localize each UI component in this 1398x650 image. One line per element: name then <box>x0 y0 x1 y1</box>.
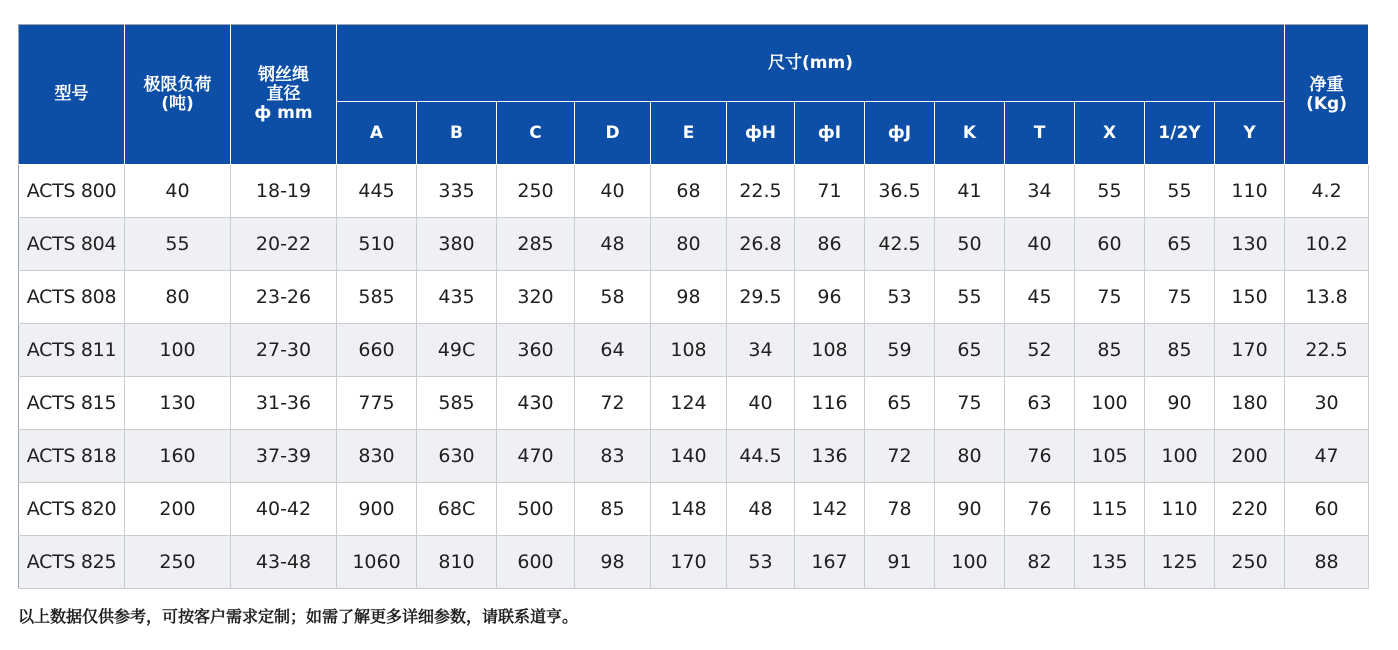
table-cell: 58 <box>575 271 651 324</box>
table-cell: 100 <box>125 324 231 377</box>
model-cell: ACTS 820 <box>19 483 125 536</box>
header-row-main <box>19 25 1369 102</box>
table-cell: 585 <box>337 271 417 324</box>
table-cell: 88 <box>1285 536 1369 589</box>
table-cell: 180 <box>1215 377 1285 430</box>
table-cell: 29.5 <box>727 271 795 324</box>
table-cell: 30 <box>1285 377 1369 430</box>
table-cell: 36.5 <box>865 165 935 218</box>
header-rope-line2: 直径 <box>266 84 301 104</box>
table-cell: 60 <box>1075 218 1145 271</box>
table-cell: 142 <box>795 483 865 536</box>
table-cell: 75 <box>1145 271 1215 324</box>
table-cell: 1060 <box>337 536 417 589</box>
table-cell: 510 <box>337 218 417 271</box>
table-cell: 250 <box>497 165 575 218</box>
table-cell: 55 <box>1075 165 1145 218</box>
table-cell: 160 <box>125 430 231 483</box>
table-cell: 167 <box>795 536 865 589</box>
table-cell: 18-19 <box>231 165 337 218</box>
table-cell: 52 <box>1005 324 1075 377</box>
table-cell: 53 <box>865 271 935 324</box>
table-cell: 65 <box>935 324 1005 377</box>
table-cell: 65 <box>865 377 935 430</box>
table-cell: 108 <box>651 324 727 377</box>
table-cell: 44.5 <box>727 430 795 483</box>
table-cell: 71 <box>795 165 865 218</box>
table-cell: 42.5 <box>865 218 935 271</box>
table-cell: 470 <box>497 430 575 483</box>
table-cell: 200 <box>125 483 231 536</box>
table-cell: 4.2 <box>1285 165 1369 218</box>
table-cell: 100 <box>1145 430 1215 483</box>
table-cell: 600 <box>497 536 575 589</box>
header-dim-column: 1/2Y <box>1145 102 1215 165</box>
table-cell: 445 <box>337 165 417 218</box>
header-rope-line3: ф mm <box>254 103 313 123</box>
header-dim-column: D <box>575 102 651 165</box>
table-cell: 40 <box>575 165 651 218</box>
header-load-line2: (吨) <box>161 93 194 114</box>
table-cell: 85 <box>1145 324 1215 377</box>
table-cell: 40 <box>125 165 231 218</box>
table-cell: 148 <box>651 483 727 536</box>
table-cell: 140 <box>651 430 727 483</box>
table-cell: 110 <box>1145 483 1215 536</box>
table-cell: 76 <box>1005 483 1075 536</box>
table-cell: 43-48 <box>231 536 337 589</box>
table-cell: 810 <box>417 536 497 589</box>
table-cell: 45 <box>1005 271 1075 324</box>
table-row <box>19 165 1369 218</box>
table-body <box>19 165 1369 589</box>
table-cell: 105 <box>1075 430 1145 483</box>
model-cell: ACTS 811 <box>19 324 125 377</box>
table-cell: 130 <box>1215 218 1285 271</box>
table-cell: 60 <box>1285 483 1369 536</box>
header-model: 型号 <box>19 25 125 165</box>
table-row <box>19 218 1369 271</box>
header-dim-column: B <box>417 102 497 165</box>
table-cell: 82 <box>1005 536 1075 589</box>
model-cell: ACTS 804 <box>19 218 125 271</box>
table-cell: 40 <box>1005 218 1075 271</box>
table-cell: 75 <box>935 377 1005 430</box>
table-cell: 170 <box>1215 324 1285 377</box>
table-row <box>19 483 1369 536</box>
table-cell: 250 <box>1215 536 1285 589</box>
table-cell: 37-39 <box>231 430 337 483</box>
table-cell: 200 <box>1215 430 1285 483</box>
header-load-line1: 极限负荷 <box>143 74 212 95</box>
table-cell: 98 <box>651 271 727 324</box>
table-cell: 83 <box>575 430 651 483</box>
table-cell: 72 <box>575 377 651 430</box>
header-load <box>125 25 231 165</box>
table-cell: 72 <box>865 430 935 483</box>
table-cell: 53 <box>727 536 795 589</box>
table-cell: 335 <box>417 165 497 218</box>
table-cell: 34 <box>1005 165 1075 218</box>
table-cell: 49C <box>417 324 497 377</box>
header-dim-column: фJ <box>865 102 935 165</box>
table-cell: 775 <box>337 377 417 430</box>
table-cell: 31-36 <box>231 377 337 430</box>
header-dim-column: C <box>497 102 575 165</box>
table-cell: 85 <box>575 483 651 536</box>
table-cell: 96 <box>795 271 865 324</box>
table-cell: 23-26 <box>231 271 337 324</box>
table-cell: 150 <box>1215 271 1285 324</box>
table-cell: 320 <box>497 271 575 324</box>
table-cell: 135 <box>1075 536 1145 589</box>
table-cell: 98 <box>575 536 651 589</box>
table-cell: 91 <box>865 536 935 589</box>
table-cell: 380 <box>417 218 497 271</box>
table-row <box>19 377 1369 430</box>
table-cell: 90 <box>1145 377 1215 430</box>
header-rope-diameter <box>231 25 337 165</box>
table-cell: 360 <box>497 324 575 377</box>
header-dim-column: фI <box>795 102 865 165</box>
table-cell: 75 <box>1075 271 1145 324</box>
header-dim-column: X <box>1075 102 1145 165</box>
header-rope-line1: 钢丝绳 <box>258 65 309 85</box>
table-cell: 26.8 <box>727 218 795 271</box>
spec-table <box>18 24 1369 589</box>
header-dim-column: A <box>337 102 417 165</box>
model-cell: ACTS 808 <box>19 271 125 324</box>
header-dim-column: E <box>651 102 727 165</box>
table-cell: 170 <box>651 536 727 589</box>
table-cell: 76 <box>1005 430 1075 483</box>
header-dim-column: фH <box>727 102 795 165</box>
header-weight-line1: 净重 <box>1309 74 1344 95</box>
table-cell: 78 <box>865 483 935 536</box>
table-cell: 115 <box>1075 483 1145 536</box>
table-cell: 50 <box>935 218 1005 271</box>
table-cell: 27-30 <box>231 324 337 377</box>
table-cell: 68C <box>417 483 497 536</box>
header-weight-line2: (Kg) <box>1306 93 1347 114</box>
table-cell: 136 <box>795 430 865 483</box>
table-cell: 100 <box>1075 377 1145 430</box>
header-dim-column: Y <box>1215 102 1285 165</box>
table-cell: 34 <box>727 324 795 377</box>
table-cell: 125 <box>1145 536 1215 589</box>
table-cell: 40-42 <box>231 483 337 536</box>
table-cell: 22.5 <box>727 165 795 218</box>
table-cell: 124 <box>651 377 727 430</box>
table-cell: 90 <box>935 483 1005 536</box>
model-cell: ACTS 800 <box>19 165 125 218</box>
table-cell: 40 <box>727 377 795 430</box>
table-cell: 86 <box>795 218 865 271</box>
table-cell: 65 <box>1145 218 1215 271</box>
table-cell: 900 <box>337 483 417 536</box>
table-cell: 630 <box>417 430 497 483</box>
table-row <box>19 536 1369 589</box>
table-cell: 110 <box>1215 165 1285 218</box>
table-cell: 830 <box>337 430 417 483</box>
table-cell: 116 <box>795 377 865 430</box>
footnote: 以上数据仅供参考，可按客户需求定制；如需了解更多详细参数，请联系道亨。 <box>18 607 579 626</box>
table-cell: 48 <box>575 218 651 271</box>
table-cell: 68 <box>651 165 727 218</box>
table-cell: 41 <box>935 165 1005 218</box>
table-cell: 80 <box>935 430 1005 483</box>
header-dim-column: K <box>935 102 1005 165</box>
table-cell: 55 <box>935 271 1005 324</box>
table-cell: 59 <box>865 324 935 377</box>
table-cell: 47 <box>1285 430 1369 483</box>
header-weight <box>1285 25 1369 165</box>
table-cell: 20-22 <box>231 218 337 271</box>
table-cell: 80 <box>125 271 231 324</box>
table-row <box>19 430 1369 483</box>
table-cell: 435 <box>417 271 497 324</box>
table-cell: 500 <box>497 483 575 536</box>
model-cell: ACTS 815 <box>19 377 125 430</box>
table-cell: 430 <box>497 377 575 430</box>
table-cell: 10.2 <box>1285 218 1369 271</box>
table-cell: 660 <box>337 324 417 377</box>
table-cell: 250 <box>125 536 231 589</box>
table-cell: 63 <box>1005 377 1075 430</box>
model-cell: ACTS 825 <box>19 536 125 589</box>
table-cell: 13.8 <box>1285 271 1369 324</box>
table-cell: 55 <box>1145 165 1215 218</box>
header-dim-column: T <box>1005 102 1075 165</box>
table-cell: 80 <box>651 218 727 271</box>
table-cell: 48 <box>727 483 795 536</box>
table-cell: 220 <box>1215 483 1285 536</box>
table-cell: 285 <box>497 218 575 271</box>
model-cell: ACTS 818 <box>19 430 125 483</box>
table-cell: 22.5 <box>1285 324 1369 377</box>
table-cell: 108 <box>795 324 865 377</box>
table-cell: 55 <box>125 218 231 271</box>
table-cell: 130 <box>125 377 231 430</box>
table-cell: 585 <box>417 377 497 430</box>
table-row <box>19 324 1369 377</box>
table-cell: 85 <box>1075 324 1145 377</box>
header-dimensions: 尺寸(mm) <box>337 25 1285 102</box>
table-cell: 64 <box>575 324 651 377</box>
table-row <box>19 271 1369 324</box>
table-cell: 100 <box>935 536 1005 589</box>
